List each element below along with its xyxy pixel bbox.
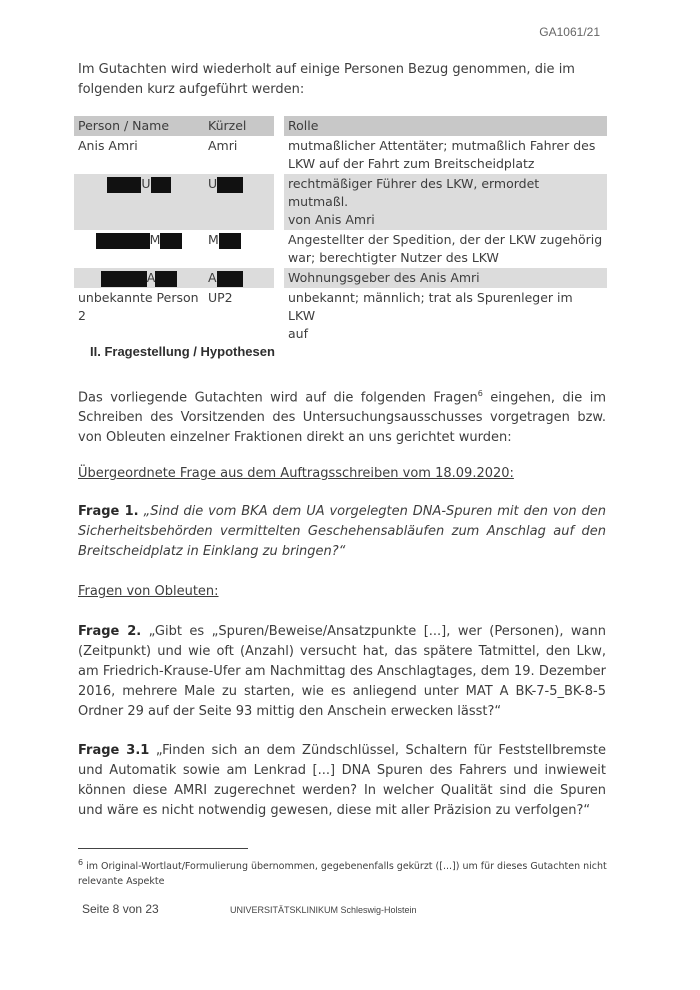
table-row — [74, 230, 607, 268]
cell-name — [74, 268, 204, 288]
para-text: Das vorliegende Gutachten wird auf die folgenden Fragen — [78, 390, 478, 406]
cell-name — [74, 174, 204, 230]
header-abbr: Kürzel — [204, 116, 274, 136]
cell-role — [284, 288, 607, 344]
paragraph-intro-questions — [78, 384, 606, 448]
table-row — [74, 268, 607, 288]
persons-table — [74, 116, 607, 344]
role-line: LKW auf der Fahrt zum Breitscheidplatz — [288, 156, 535, 171]
footnote-ref: 6 — [477, 389, 483, 398]
role-line: mutmaßlicher Attentäter; mutmaßlich Fahrer des — [288, 138, 596, 153]
redaction-bar — [101, 271, 147, 287]
role-line: auf — [288, 326, 308, 341]
role-line: unbekannt; männlich; trat als Spurenleger im LKW — [288, 290, 573, 323]
header-person: Person / Name — [74, 116, 204, 136]
cell-abbr: Amri — [208, 138, 238, 153]
cell-name-text: M — [149, 232, 161, 247]
redaction-bar — [155, 271, 177, 287]
institution-name: UNIVERSITÄTSKLINIKUM Schleswig-Holstein — [230, 905, 417, 915]
cell-name-text: U — [141, 176, 151, 191]
table-row — [74, 174, 607, 230]
cell-role — [284, 230, 607, 268]
table-header-row — [74, 116, 607, 136]
intro-paragraph: Im Gutachten wird wiederholt auf einige Personen Bezug genommen, die im folgenden kurz aufgeführt werden: — [78, 62, 575, 97]
section-heading: II. Fragestellung / Hypothesen — [90, 344, 275, 359]
role-line: Angestellter der Spedition, der der LKW zugehörig — [288, 232, 603, 247]
cell-abbr — [204, 230, 274, 268]
redaction-bar — [217, 271, 243, 287]
role-line: von Anis Amri — [288, 212, 375, 227]
redaction-bar — [160, 233, 182, 249]
question-text: „Sind die vom BKA dem UA vorgelegten DNA-Spuren mit den von den Sicherheitsbehörden vermittelten Geschehensabläufen zum Anschlag auf den Breitscheidplatz in Einklang zu bringen?“ — [78, 504, 607, 559]
cell-abbr — [204, 174, 274, 230]
footnote-number: 6 — [78, 858, 84, 867]
header-role: Rolle — [284, 116, 607, 136]
cell-name — [74, 230, 204, 268]
cell-name: unbekannte Person 2 — [78, 290, 199, 323]
page-number: Seite 8 von 23 — [82, 902, 159, 916]
footnote-divider — [78, 848, 248, 849]
role-line: war; berechtigter Nutzer des LKW — [288, 250, 499, 265]
table-row — [74, 136, 607, 174]
question-text: „Gibt es „Spuren/Beweise/Ansatzpunkte [...], wer (Personen), wann (Zeitpunkt) und wie oft (Anzahl) versucht hat, das spätere Tatmittel, den Lkw, am Friedrich-Krause-Ufer am Nachmittag des Anschlagtages, dem 19. Dezember 2016, mehrere Male zu starten, wie es anliegend unter MAT A BK-7-5_BK-8-5 Ordner 29 auf der Seite 93 mittig den Anschein erwecken lässt?“ — [78, 624, 606, 719]
para-text: eingehen, die im Schreiben des Vorsitzenden des Untersuchungsausschusses vorgetragen bzw. von Obleuten einzelner Fraktionen direkt an uns gerichtet wurden: — [78, 390, 607, 446]
question-text: „Finden sich an dem Zündschlüssel, Schaltern für Feststellbremste und Automatik sowie am Lenkrad [...] DNA Spuren des Fahrers und inwieweit können diese AMRI zugerechnet werden? In welcher Qualität sind die Spuren und wäre es nicht notwendig gewesen, diese mit aller Präzision zu verfolgen?“ — [78, 743, 606, 818]
question-1 — [78, 502, 606, 562]
document-id: GA1061/21 — [539, 25, 600, 39]
question-2 — [78, 622, 606, 722]
footnote — [78, 855, 618, 889]
question-label: Frage 2. — [78, 624, 142, 639]
subheading-main-question: Übergeordnete Frage aus dem Auftragsschreiben vom 18.09.2020: — [78, 466, 514, 481]
question-label: Frage 3.1 — [78, 743, 150, 758]
cell-name: Anis Amri — [78, 138, 138, 153]
role-line: rechtmäßiger Führer des LKW, ermordet mutmaßl. — [288, 176, 540, 209]
cell-abbr-text: U — [208, 176, 218, 191]
redaction-bar — [151, 177, 171, 193]
role-line: Wohnungsgeber des Anis Amri — [288, 270, 480, 285]
redaction-bar — [219, 233, 241, 249]
cell-abbr-text: M — [208, 232, 219, 247]
redaction-bar — [217, 177, 243, 193]
cell-abbr: UP2 — [208, 290, 233, 305]
cell-abbr-text: A — [208, 270, 217, 285]
question-3-1 — [78, 741, 606, 821]
redaction-bar — [107, 177, 141, 193]
redaction-bar — [96, 233, 150, 249]
cell-role — [284, 268, 607, 288]
cell-role — [284, 136, 607, 174]
cell-abbr — [204, 268, 274, 288]
table-row — [74, 288, 607, 344]
footnote-text: im Original-Wortlaut/Formulierung übernommen, gegebenenfalls gekürzt ([...]) um für dieses Gutachten nicht relevante Aspekte — [78, 861, 607, 888]
question-label: Frage 1. — [78, 504, 139, 519]
cell-role — [284, 174, 607, 230]
cell-name-text: A — [146, 270, 156, 285]
subheading-obleute: Fragen von Obleuten: — [78, 584, 219, 599]
